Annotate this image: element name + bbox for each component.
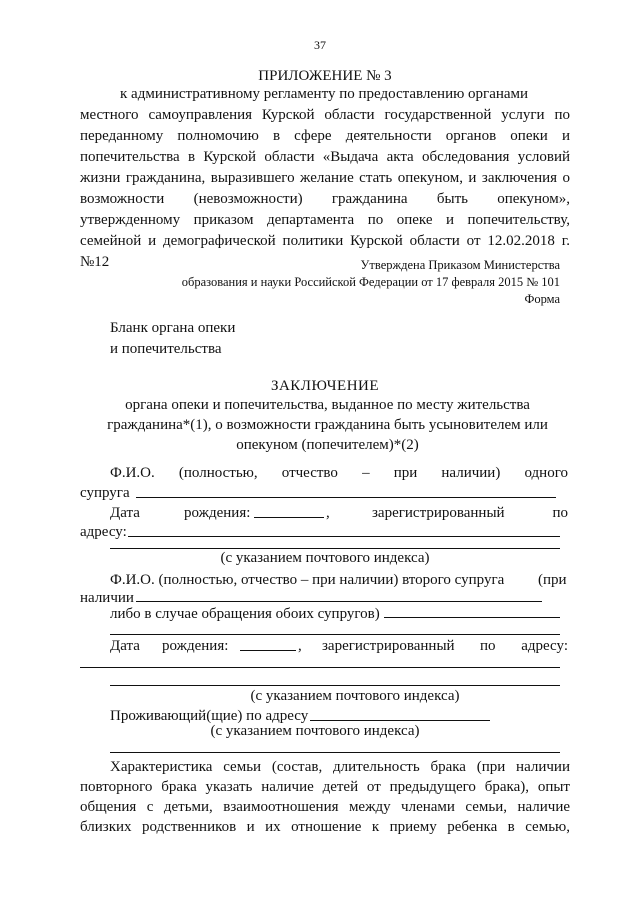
fio1-word: наличии) xyxy=(441,465,501,481)
conclusion-sub-line: гражданина*(1), о возможности гражданина быть усыновителем или xyxy=(107,417,548,433)
dob2-field[interactable] xyxy=(240,650,296,651)
family-characteristic xyxy=(80,757,570,837)
conclusion-subtitle xyxy=(105,395,550,455)
blank-line-2: и попечительства xyxy=(110,341,222,357)
conclusion-sub-line: органа опеки и попечительства, выданное по месту жительства xyxy=(125,397,530,413)
fio1-word: при xyxy=(393,465,418,481)
conclusion-title: ЗАКЛЮЧЕНИЕ xyxy=(270,378,380,394)
page-number: 37 xyxy=(314,38,326,52)
fio1-word: – xyxy=(362,465,370,481)
address2-field-2[interactable] xyxy=(110,685,560,686)
spouse2-extra-field[interactable] xyxy=(110,634,560,635)
appendix-line xyxy=(80,84,570,105)
address2-field[interactable] xyxy=(80,667,560,668)
characteristic-line: повторного брака указать наличие детей от предыдущего брака), опыт xyxy=(80,779,570,795)
fio1-word: отчество xyxy=(281,465,338,481)
appendix-line: переданному полномочию в сфере деятельности органов опеки и xyxy=(80,128,570,144)
dob2-word: Дата xyxy=(110,638,140,654)
appendix-line: возможности (невозможности) гражданина быть опекуном», xyxy=(80,191,570,207)
fio2-text: Ф.И.О. (полностью, отчество – при наличии) второго супруга xyxy=(110,572,505,588)
fio1-line xyxy=(110,463,568,483)
approval-line-3: Форма xyxy=(524,292,560,306)
characteristic-line: общения с детьми, взаимоотношения между членами семьи, наличие xyxy=(80,799,570,815)
address1-label: адресу: xyxy=(80,524,127,540)
approval-line-1: Утверждена Приказом Министерства xyxy=(360,258,560,272)
spouse1-label: супруга xyxy=(80,485,130,501)
appendix-line: утвержденному приказом департамента по опеке и попечительству, xyxy=(80,212,570,228)
dob2-line xyxy=(110,636,568,656)
characteristic-line: близких родственников и их отношение к приему ребенка в семью, xyxy=(80,819,570,835)
dob2-word: зарегистрированный xyxy=(322,638,455,654)
appendix-line: попечительства в Курской области «Выдача акта обследования условий xyxy=(80,149,570,165)
dob2-word: рождения: xyxy=(162,638,229,654)
fio1-word: (полностью, xyxy=(178,465,258,481)
dob2-word: по xyxy=(480,638,496,654)
postal-caption-3: (с указанием почтового индекса) xyxy=(210,723,420,739)
fio1-word: одного xyxy=(524,465,568,481)
residing-field-2[interactable] xyxy=(110,752,560,753)
appendix-line: семейной и демографической политики Курской области от 12.02.2018 г. xyxy=(80,233,570,249)
authority-blank xyxy=(110,318,235,360)
dob1-word: Дата xyxy=(110,505,140,521)
fio2-pri: (при xyxy=(538,572,567,588)
address1-field[interactable] xyxy=(128,536,560,537)
address1-field-2[interactable] xyxy=(110,548,560,549)
characteristic-line: Характеристика семьи (состав, длительность брака (при наличии xyxy=(110,759,570,775)
appendix-line: жизни гражданина, выразившего желание стать опекуном, и заключения о xyxy=(80,170,570,186)
residing-label: Проживающий(щие) по адресу xyxy=(110,708,309,724)
dob1-word: зарегистрированный xyxy=(372,505,505,521)
dob1-line xyxy=(110,503,568,523)
dob2-word: адресу: xyxy=(521,638,568,654)
conclusion-sub-line: опекуном (попечителем)*(2) xyxy=(236,437,419,453)
both-spouses-note: либо в случае обращения обоих супругов) xyxy=(110,606,380,622)
blank-line-1: Бланк органа опеки xyxy=(110,320,236,336)
dob1-word: по xyxy=(552,505,568,521)
appendix-line-text: к административному регламенту по предоставлению органами xyxy=(120,86,529,102)
nalichii-label: наличии xyxy=(80,590,134,606)
dob1-word: , xyxy=(326,505,330,521)
approval-note xyxy=(120,257,560,308)
appendix-title: ПРИЛОЖЕНИЕ № 3 xyxy=(258,68,392,84)
dob1-field[interactable] xyxy=(254,517,324,518)
appendix-line: местного самоуправления Курской области государственной услуги по xyxy=(80,107,570,123)
appendix-body xyxy=(80,84,570,273)
residing-field[interactable] xyxy=(310,720,490,721)
postal-caption-2: (с указанием почтового индекса) xyxy=(250,688,460,704)
fio1-word: Ф.И.О. xyxy=(110,465,155,481)
dob1-word: рождения: xyxy=(184,505,251,521)
postal-caption-1: (с указанием почтового индекса) xyxy=(220,550,430,566)
dob2-word: , xyxy=(298,638,302,654)
both-spouses-field[interactable] xyxy=(384,617,560,618)
appendix-line: №12 xyxy=(80,254,110,270)
spouse2-name-field[interactable] xyxy=(136,601,542,602)
spouse1-name-field[interactable] xyxy=(136,497,556,498)
approval-line-2: образования и науки Российской Федерации от 17 февраля 2015 № 101 xyxy=(181,275,560,289)
